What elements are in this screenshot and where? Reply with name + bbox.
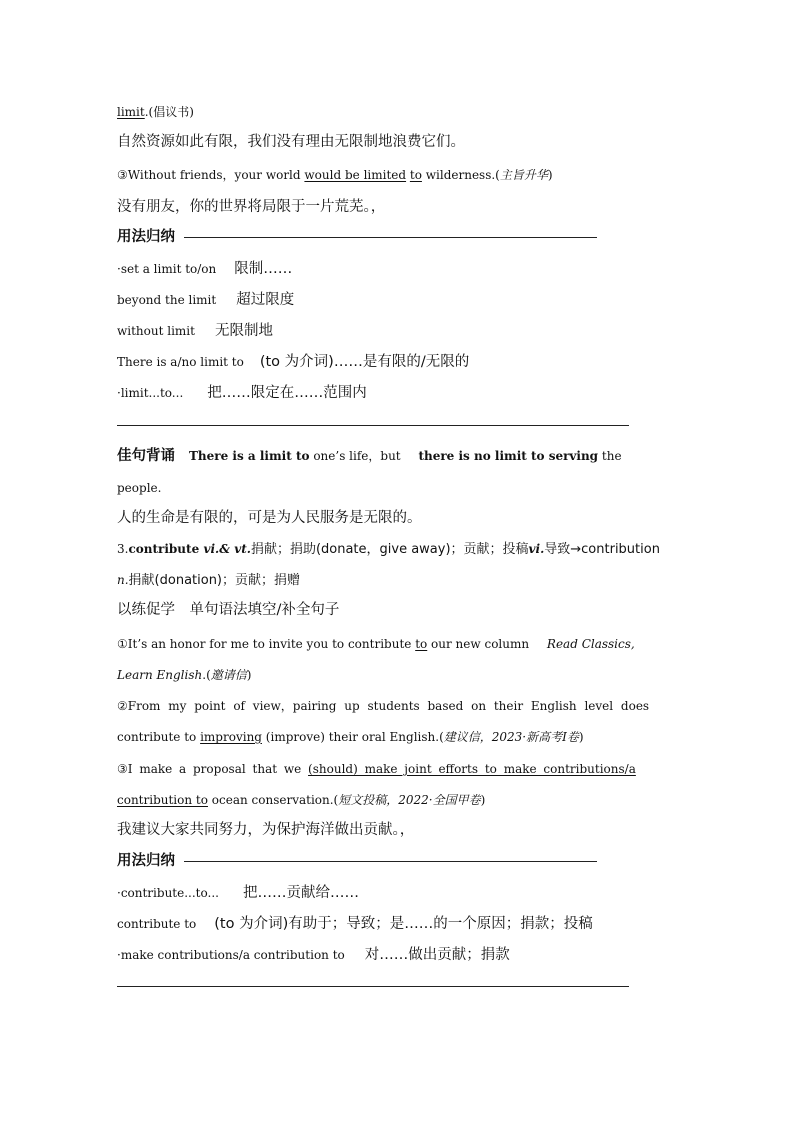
- usage-item: There is a/no limit to (to 为介词)……是有限的/无限的: [117, 354, 470, 370]
- usage-heading: 用法归纳: [117, 229, 175, 245]
- example-sentence: ③Without friends，your world would be limited to wilderness.(主旨升华): [117, 168, 553, 182]
- translation-line: 我建议大家共同努力，为保护海洋做出贡献。，: [117, 822, 415, 838]
- good-sentence-cont: people.: [117, 481, 162, 495]
- example-sentence-cont: contribution to ocean conservation.(短文投稿，2022·全国甲卷): [117, 793, 486, 807]
- source-note: 主旨升华: [499, 168, 548, 182]
- usage-heading: 用法归纳: [117, 853, 175, 869]
- example-sentence: ③I make a proposal that we (should) make joint efforts to make contributions/a: [117, 762, 636, 776]
- usage-item: ·make contributions/a contribution to 对……做出贡献；捐款: [117, 947, 510, 963]
- usage-item: ·set a limit to/on 限制……: [117, 261, 293, 277]
- usage-item: ·contribute...to... 把……贡献给……: [117, 885, 359, 901]
- translation-line: 没有朋友，你的世界将局限于一片荒芜。，: [117, 199, 386, 215]
- example-sentence-cont: contribute to improving (improve) their oral English.(建议信，2023·新高考Ⅰ卷): [117, 730, 584, 744]
- answer-blank: improving: [200, 730, 262, 744]
- word-entry: 3.contribute vi.& vt.捐献；捐助(donate，give away)；贡献；投稿vi.导致→contribution: [117, 542, 660, 557]
- usage-item: without limit 无限制地: [117, 323, 273, 339]
- section-rule: [117, 986, 629, 987]
- source-note: 邀请信: [210, 668, 247, 682]
- usage-item: ·limit...to... 把……限定在……范围内: [117, 385, 367, 401]
- example-sentence-cont: Learn English.(邀请信): [117, 668, 252, 682]
- source-note: 建议信，2023·新高考Ⅰ卷: [443, 730, 579, 744]
- usage-item: contribute to (to 为介词)有助于；导致；是……的一个原因；捐款；投稿: [117, 916, 593, 932]
- headword: contribute: [128, 542, 200, 556]
- section-label: 佳句背诵: [117, 448, 175, 464]
- translation-line: 自然资源如此有限，我们没有理由无限制地浪费它们。: [117, 134, 465, 150]
- answer-blank: limit: [117, 105, 145, 119]
- answer-blank: contribution to: [117, 793, 208, 807]
- word-entry-cont: n.捐献(donation)；贡献；捐赠: [117, 573, 301, 588]
- answer-blank: would be limited: [304, 168, 407, 182]
- answer-blank: to: [409, 168, 422, 182]
- section-rule: [117, 425, 629, 426]
- answer-blank: to: [415, 637, 428, 651]
- usage-item: beyond the limit 超过限度: [117, 292, 295, 308]
- source-note: 短文投稿，2022·全国甲卷: [338, 793, 481, 807]
- good-sentence: 佳句背诵 There is a limit to one’s life，but there is no limit to serving the: [117, 448, 622, 464]
- practice-heading: 以练促学 单句语法填空/补全句子: [117, 602, 340, 618]
- heading-rule: [184, 861, 597, 862]
- heading-rule: [184, 237, 597, 238]
- answer-blank: (should) make joint efforts to make contributions/a: [308, 762, 636, 776]
- source-note: .(倡议书): [144, 105, 194, 119]
- example-sentence: ①It’s an honor for me to invite you to contribute to our new column Read Classics,: [117, 637, 635, 651]
- translation-line: 人的生命是有限的，可是为人民服务是无限的。: [117, 510, 422, 526]
- example-sentence: ②From my point of view，pairing up students based on their English level does: [117, 699, 650, 713]
- text-line: [117, 103, 194, 121]
